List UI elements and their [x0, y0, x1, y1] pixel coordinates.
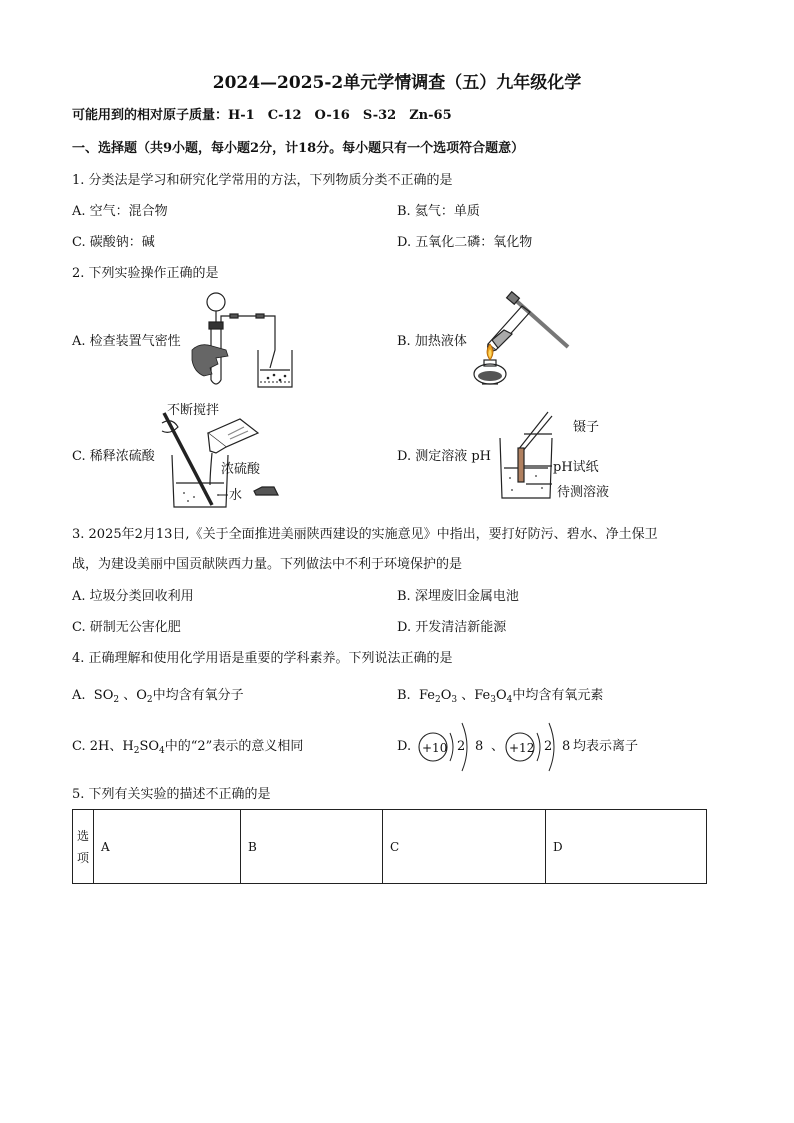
table-col-a[interactable]: A	[94, 810, 241, 884]
q2-option-b[interactable]: B. 加热液体	[397, 334, 467, 349]
heating-liquid-figure	[468, 292, 578, 392]
ion2-nucleus: +12	[509, 741, 535, 755]
q2-stem: 2. 下列实验操作正确的是	[72, 266, 219, 281]
q2-option-a[interactable]: A. 检查装置气密性	[72, 334, 181, 349]
label-conc-acid: 浓硫酸	[221, 462, 261, 477]
table-col-d[interactable]: D	[546, 810, 707, 884]
ion1-nucleus: +10	[422, 741, 448, 755]
q4-option-c[interactable]: C. 2H、$H_2SO_4$中的“2”表示的意义相同	[72, 739, 304, 756]
ion1-shell2: 8	[475, 739, 484, 754]
q3-option-c[interactable]: C. 研制无公害化肥	[72, 620, 181, 635]
ion-separator: 、	[491, 739, 505, 754]
airtightness-apparatus-figure	[190, 290, 300, 390]
q5-table	[72, 809, 707, 884]
q1-option-c[interactable]: C. 碳酸钠：碱	[72, 235, 155, 250]
atomic-mass-line: 可能用到的相对原子质量：H-1 C-12 O-16 S-32 Zn-65	[72, 108, 452, 123]
q1-option-b[interactable]: B. 氦气：单质	[397, 204, 480, 219]
label-stir: 不断搅拌	[167, 403, 220, 418]
q4-stem: 4. 正确理解和使用化学用语是重要的学科素养。下列说法正确的是	[72, 651, 453, 666]
q4-option-a[interactable]: A. $SO_2$ 、$O_2$中均含有氧分子	[72, 688, 244, 705]
table-header-option: 选项	[73, 810, 94, 884]
q2-option-c[interactable]: C. 稀释浓硫酸	[72, 449, 155, 464]
q5-stem: 5. 下列有关实验的描述不正确的是	[72, 787, 271, 802]
q1-option-a[interactable]: A. 空气：混合物	[72, 204, 168, 219]
label-solution: 待测溶液	[557, 485, 610, 500]
q3-option-b[interactable]: B. 深埋废旧金属电池	[397, 589, 519, 604]
q1-option-d[interactable]: D. 五氧化二磷：氧化物	[397, 235, 533, 250]
q3-option-a[interactable]: A. 垃圾分类回收利用	[72, 589, 194, 604]
q2-option-d[interactable]: D. 测定溶液 pH	[397, 449, 492, 464]
q3-option-d[interactable]: D. 开发清洁新能源	[397, 620, 507, 635]
q4-option-d-prefix[interactable]: D.	[397, 739, 412, 754]
ph-test-figure	[496, 408, 556, 500]
q1-stem: 1. 分类法是学习和研究化学常用的方法，下列物质分类不正确的是	[72, 173, 453, 188]
label-tweezers: 镊子	[573, 420, 600, 435]
ion2-shell1: 2	[544, 739, 553, 754]
q3-stem-line2: 战，为建设美丽中国贡献陕西力量。下列做法中不利于环境保护的是	[72, 557, 463, 572]
page-title: 2024—2025-2单元学情调查（五）九年级化学	[212, 73, 582, 93]
q4-option-d-tail: 均表示离子	[573, 739, 639, 754]
table-col-c[interactable]: C	[383, 810, 546, 884]
q4-option-b[interactable]: B. $Fe_2O_3$ 、$Fe_3O_4$中均含有氧元素	[397, 688, 604, 705]
label-water: 水	[229, 488, 243, 503]
table-col-b[interactable]: B	[241, 810, 383, 884]
section-heading: 一、选择题（共9小题，每小题2分，计18分。每小题只有一个选项符合题意）	[72, 141, 525, 156]
ion1-shell1: 2	[457, 739, 466, 754]
q3-stem-line1: 3. 2025年2月13日,《关于全面推进美丽陕西建设的实施意见》中指出，要打好防污、碧水、净土保卫	[72, 527, 658, 542]
label-ph-paper: pH试纸	[553, 460, 599, 475]
ion2-shell2: 8	[562, 739, 571, 754]
